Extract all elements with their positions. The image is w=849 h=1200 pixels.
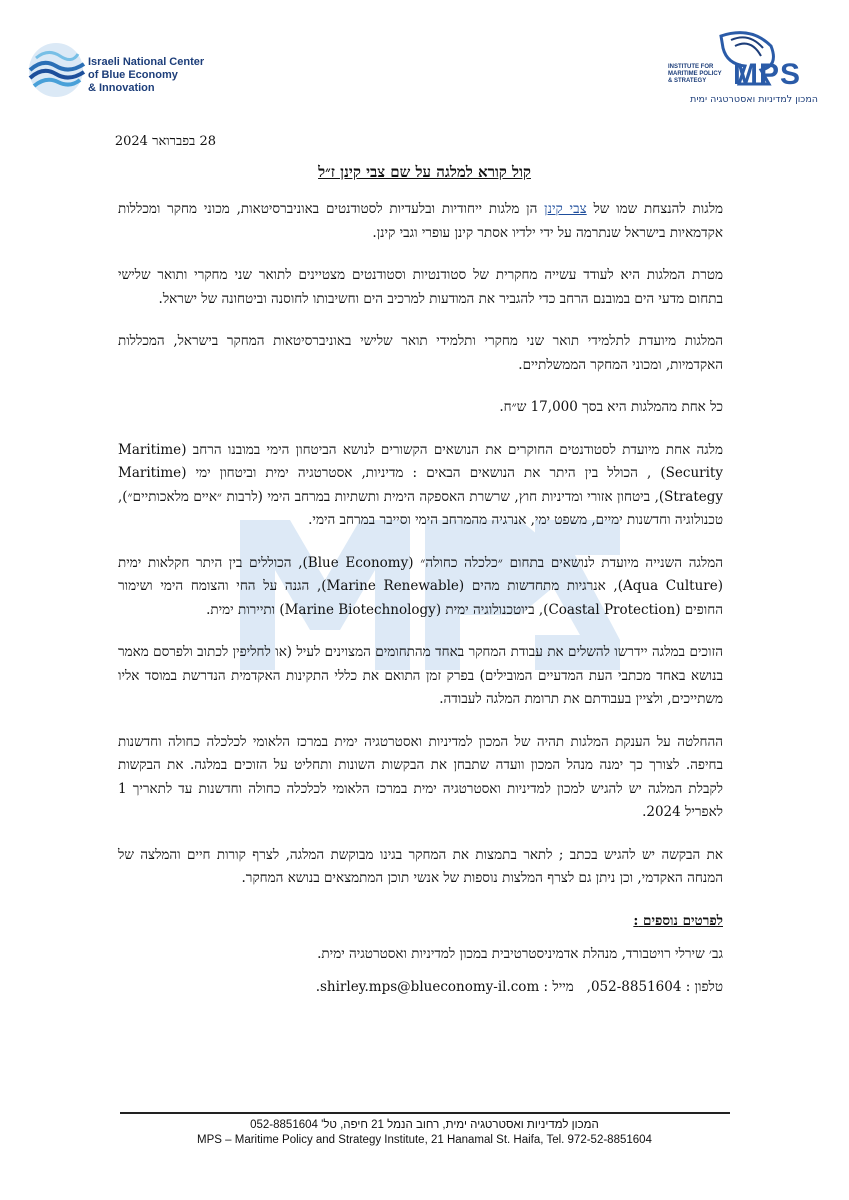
- mps-logo-mark: MPS: [733, 58, 802, 91]
- phone-number: 052-8851604,: [586, 979, 682, 995]
- paragraph-goal: מטרת המלגות היא לעודד עשייה מחקרית של סטודנטיות וסטודנטים מצטיינים לתואר שני מחקרי ותואר שלישי בתחום מדעי הים במובנם הרחב כדי להגביר את המודעות למרכיב הים וחשיבותו לחוסנה וביטחונה של ישראל.: [118, 267, 723, 307]
- footer-divider: [120, 1112, 730, 1114]
- paragraph-intro: מלגות להנצחת שמו של צבי קינן הן מלגות ייחודיות ובלעדיות לסטודנטים באוניברסיטאות, מכוני מחקר ומכללות אקדמאיות בישראל שנתרמה על ידי ילדיו אסתר קינן עופרי וגבי קינן.: [118, 201, 724, 241]
- document-date: 28 בפברואר 2024: [114, 134, 216, 149]
- blue-economy-logo-text: Israeli National Center of Blue Economy & Innovation: [88, 56, 205, 94]
- paragraph-blue-economy-grant: המלגה השנייה מיועדת לנושאים בתחום ״כלכלה כחולה״ (Blue Economy), הכוללים בין היתר חקלאות ימית (Aqua Culture), אנרגיות מתחדשות מהים (Marine Renewable), הגנה על החי והצומח הימי ושימור החופים (Coastal Protection), ביוטכנולוגיה ימית (Marine Biotechnology) ותיירות ימית.: [118, 554, 724, 618]
- footer-hebrew: המכון למדיניות ואסטרטגיה ימית, רחוב הנמל 21 חיפה, טל' 052-8851604: [250, 1119, 599, 1131]
- paragraph-application: את הבקשה יש להגיש בכתב ; לתאר בתמצות את המחקר בגינו מבוקשת המלגה, לצרף קורות חיים והמלצה של המנחה האקדמי, וכן ניתן גם לצרף המלצות נוספות של אנשי תוכן המתמצאים בנושא המחקר.: [118, 846, 723, 886]
- contact-info: טלפון : 052-8851604, מייל : shirley.mps@blueconomy-il.com.: [315, 979, 723, 995]
- contact-person: גב׳ שירלי רויטבורד, מנהלת אדמיניסטרטיבית במכון למדיניות ואסטרטגיה ימית.: [317, 945, 723, 962]
- zvi-keinan-link[interactable]: צבי קינן: [544, 201, 587, 217]
- email-address[interactable]: shirley.mps@blueconomy-il.com.: [315, 979, 540, 995]
- more-details-heading: לפרטים נוספים :: [633, 912, 723, 929]
- footer-english: MPS – Maritime Policy and Strategy Institute, 21 Hanamal St. Haifa, Tel. 972-52-8851604: [197, 1134, 652, 1146]
- paragraph-requirements: הזוכים במלגה יידרשו להשלים את עבודת המחקר באחד מהתחומים המצוינים לעיל (או לחליפין לכתוב ולפרסם מאמר בנושא באחד מכתבי העת המדעיים המובילים) בפרק זמן התואם את כללי התקינות האקדמית הנדרשת במוסד אליו משתייכים, ולציין בעבודתם את תרומת המלגה לעבודה.: [118, 644, 723, 707]
- paragraph-security-grant: מלגה אחת מיועדת לסטודנטים החוקרים את הנושאים הקשורים לנושא הביטחון הימי במובנו הרחב (Maritime Security) , הכולל בין היתר את הנושאים הבאים : מדיניות, אסטרטגיה ימית וביטחון ימי (Maritime Strategy), ביטחון אזורי ומדיניות חוץ, שרשרת האספקה הימית ותשתיות במרחב הימי (לרבות ״איים מלאכותיים״), טכנולוגיה וחדשנות ימיים, משפט ימי, אנרגיה מהמרחב הימי וסייבר במרחב הימי.: [118, 441, 723, 528]
- paragraph-eligibility: המלגות מיועדת לתלמידי תואר שני מחקרי ותלמידי תואר שלישי באוניברסיטאות המחקר בישראל, המכללות האקדמיות, ומכוני המחקר הממשלתיים.: [118, 333, 723, 373]
- document-title: קול קורא למלגה על שם צבי קינן ז״ל: [318, 163, 531, 181]
- document-body: [118, 198, 723, 1019]
- mps-logo-tagline: המכון למדיניות ואסטרטגיה ימית: [690, 94, 818, 105]
- paragraph-decision: ההחלטה על הענקת המלגות תהיה של המכון למדיניות ואסטרטגיה ימית במרכז הלאומי לכלכלה כחולה וחדשנות בחיפה. לצורך כך ימנה מנהל המכון וועדה שתבחן את הבקשות השונות ותחליט על הזוכים במלגה. את הבקשות לקבלת המלגה יש להגיש למכון למדיניות ואסטרטגיה ימית במרכז הלאומי לכלכלה כחולה וחדשנות עד לתאריך 1 לאפריל 2024.: [118, 733, 723, 820]
- paragraph-amount: כל אחת מהמלגות היא בסך 17,000 ש״ח.: [499, 399, 723, 415]
- mps-logo-subtitle: INSTITUTE FOR MARITIME POLICY & STRATEGY: [668, 64, 722, 84]
